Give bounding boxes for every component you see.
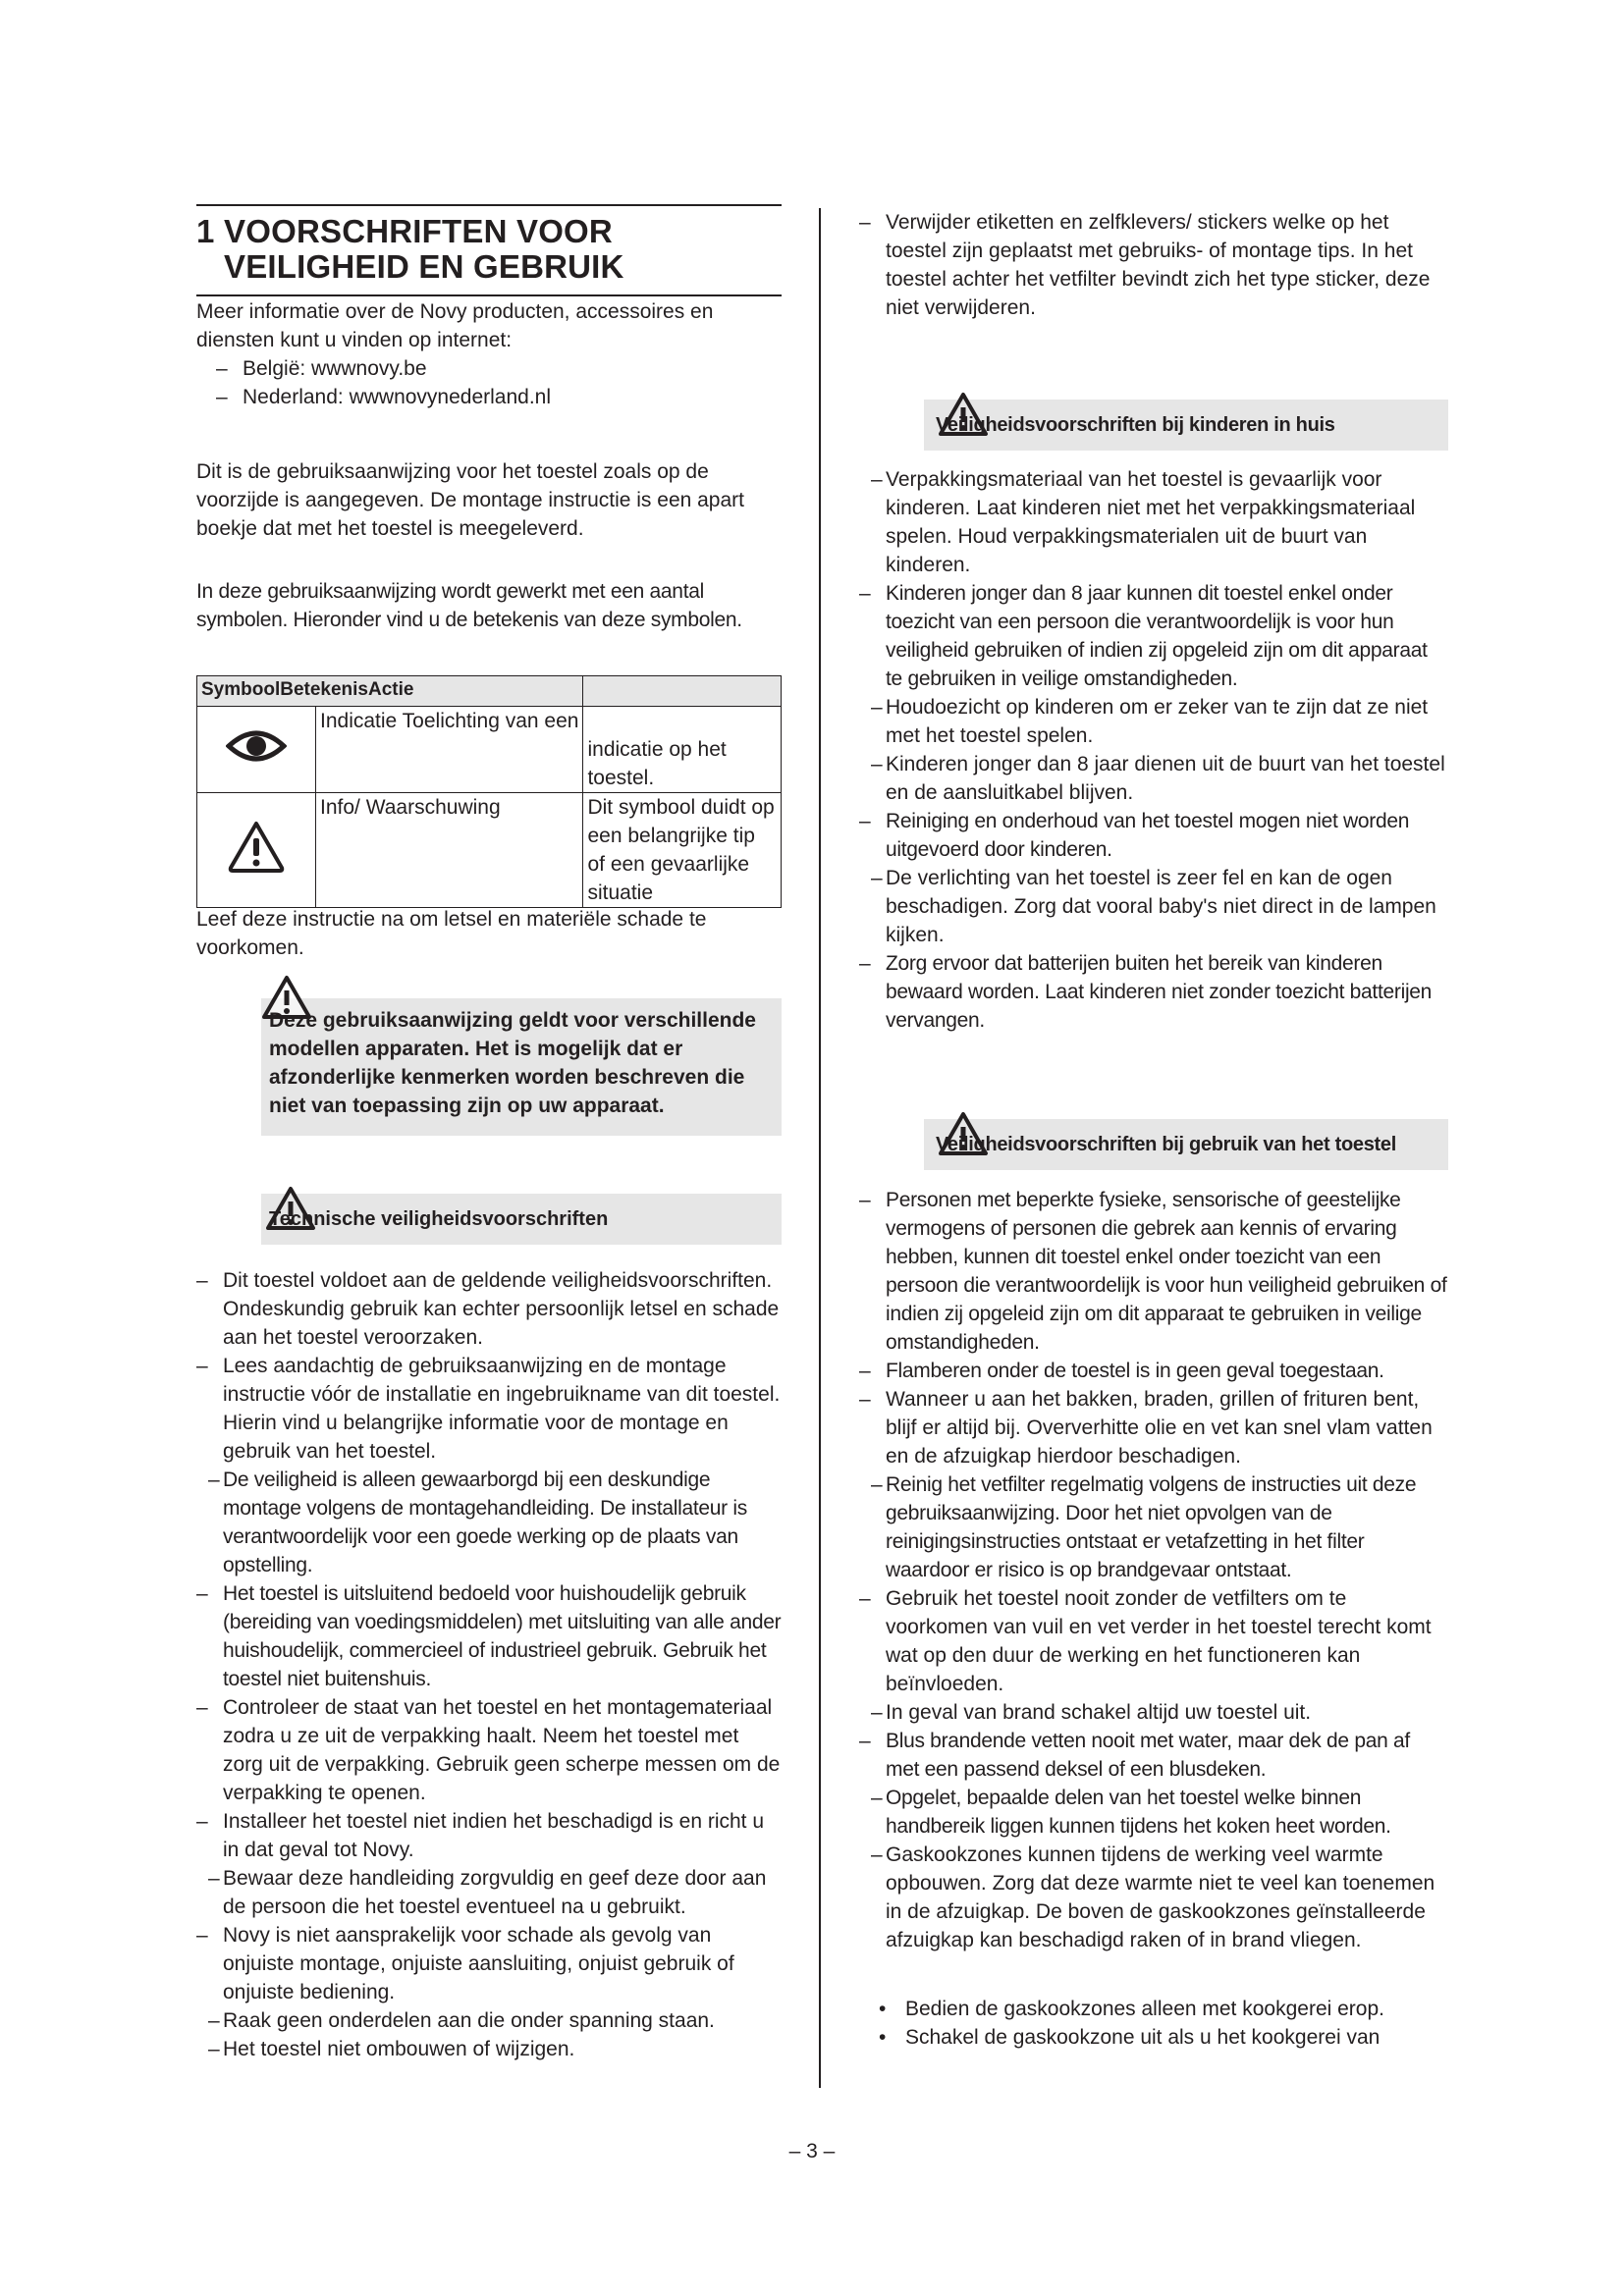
technical-item: – Dit toestel voldoet aan de geldende veiligheidsvoorschriften. Ondeskundig gebruik kan echter persoonlijk letsel en schade aan het toestel veroorzaken. [196, 1266, 782, 1352]
use-section-title: Veiligheidsvoorschriften bij gebruik van het toestel [936, 1134, 1396, 1155]
technical-item-text: – Bewaar deze handleiding zorgvuldig en geef deze door aan de persoon die het toestel eventueel na u gebruikt. [223, 1867, 767, 1918]
symbol-meaning-cell-2 [316, 793, 583, 908]
symbol-action-eye: indicatie op het toestel. [587, 738, 727, 789]
gas-bullet-list [859, 1995, 1448, 2052]
technical-section-box [261, 1194, 782, 1245]
paragraph-manual: Dit is de gebruiksaanwijzing voor het toestel zoals op de voorzijde is aangegeven. De montage instructie is een apart boekje dat met het toestel is meegeleverd. [196, 460, 744, 540]
technical-item-text: – Het toestel niet ombouwen of wijzigen. [223, 2038, 575, 2060]
symbol-cell-eye [197, 707, 316, 793]
use-item [859, 1784, 1448, 1841]
symbol-cell-warning [197, 793, 316, 908]
technical-item: – Het toestel is uitsluitend bedoeld voor huishoudelijk gebruik (bereiding van voedingsmiddelen) met uitsluiting van alle ander huishoudelijk, commercieel of industrieel gebruik. Gebruik het toestel niet buitenshuis. [196, 1579, 782, 1693]
heading-number: 1 [196, 213, 215, 249]
children-section-title: Veiligheidsvoorschriften bij kinderen in huis [936, 414, 1335, 436]
use-item-text: – Gaskookzones kunnen tijdens de werking veel warmte opbouwen. Zorg dat deze warmte niet te veel kan toenemen in de afzuigkap. De boven de gaskookzones geïnstalleerde afzuigkap kan beschadigd raken of in brand vliegen. [886, 1843, 1435, 1951]
symbol-meaning-cell [316, 707, 583, 793]
use-item [859, 1841, 1448, 1954]
use-item: – Blus brandende vetten nooit met water, maar dek de pan af met een passend deksel of een blusdeken. [859, 1727, 1448, 1784]
children-item-text: – Kinderen jonger dan 8 jaar dienen uit de buurt van het toestel en de aansluitkabel blijven. [886, 753, 1445, 804]
children-item-text: – Verpakkingsmateriaal van het toestel is gevaarlijk voor kinderen. Laat kinderen niet met het verpakkingsmateriaal spelen. Houd verpakkingsmaterialen uit de buurt van kinderen. [886, 468, 1416, 576]
symbol-action-cell [583, 707, 782, 793]
section-heading [196, 204, 782, 296]
symbol-action-cell-2 [583, 793, 782, 908]
children-item: – Zorg ervoor dat batterijen buiten het bereik van kinderen bewaard worden. Laat kinderen niet zonder toezicht batterijen vervangen. [859, 949, 1448, 1035]
technical-section-title: Technische veiligheidsvoorschriften [269, 1208, 609, 1230]
children-item: – Reiniging en onderhoud van het toestel mogen niet worden uitgevoerd door kinderen. [859, 807, 1448, 864]
use-item: – Gebruik het toestel nooit zonder de vetfilters om te voorkomen van vuil en vet verder in het toestel terecht komt wat op den duur de werking en het functioneren kan beïnvloeden. [859, 1584, 1448, 1698]
children-list [859, 465, 1448, 1035]
symbol-meaning-warning: Info/ Waarschuwing [320, 796, 501, 819]
technical-item: – Novy is niet aansprakelijk voor schade als gevolg van onjuiste montage, onjuiste aansluiting, onjuist gebruik of onjuiste bediening. [196, 1921, 782, 2006]
technical-list [196, 1266, 782, 2063]
eye-icon [226, 726, 287, 766]
technical-item [196, 1466, 782, 1579]
use-item-text: – Opgelet, bepaalde delen van het toestel welke binnen handbereik liggen kunnen tijdens het koken heet worden. [886, 1787, 1391, 1838]
use-item: – Wanneer u aan het bakken, braden, grillen of frituren bent, blijf er altijd bij. Oververhitte olie en vet kan snel vlam vatten en de afzuigkap hierdoor beschadigen. [859, 1385, 1448, 1470]
website-link-belgium[interactable]: – België: wwwnovy.be [216, 354, 782, 383]
symbol-action-warning: Dit symbool duidt op een belangrijke tip of een gevaarlijke situatie [587, 796, 775, 904]
website-link-netherlands[interactable]: – Nederland: wwwnovynederland.nl [216, 383, 782, 411]
technical-item: – Controleer de staat van het toestel en het montagemateriaal zodra u ze uit de verpakking haalt. Neem het toestel met zorg uit de verpakking. Gebruik geen scherpe messen om de verpakking te openen. [196, 1693, 782, 1807]
technical-item-text: – De veiligheid is alleen gewaarborgd bij een deskundige montage volgens de montagehandleiding. De installateur is verantwoordelijk voor een goede werking op de plaats van opstelling. [223, 1468, 747, 1576]
symbol-table-header: SymboolBetekenisActie [197, 676, 583, 707]
note-models-box [261, 998, 782, 1136]
children-item [859, 465, 1448, 579]
stickers-list [859, 208, 1448, 322]
stickers-item: – Verwijder etiketten en zelfklevers/ stickers welke op het toestel zijn geplaatst met gebruiks- of montage tips. In het toestel achter het vetfilter bevindt zich het type sticker, deze niet verwijderen. [859, 208, 1448, 322]
website-list [196, 354, 782, 411]
left-column [196, 0, 782, 2160]
symbol-table [196, 675, 782, 908]
paragraph-symbols: In deze gebruiksaanwijzing wordt gewerkt met een aantal symbolen. Hieronder vind u de betekenis van deze symbolen. [196, 580, 742, 631]
use-list [859, 1186, 1448, 1954]
technical-item: – Installeer het toestel niet indien het beschadigd is en richt u in dat geval tot Novy. [196, 1807, 782, 1864]
gas-bullet-item: • Bedien de gaskookzones alleen met kookgerei erop. [859, 1995, 1448, 2023]
use-item-text: – Reinig het vetfilter regelmatig volgens de instructies uit deze gebruiksaanwijzing. Door het niet opvolgen van de reinigingsinstructies ontstaat er vetafzetting in het filter waardoor er risico is op brandgevaar ontstaat. [886, 1473, 1417, 1581]
children-item-text: – Houdoezicht op kinderen om er zeker van te zijn dat ze niet met het toestel spelen. [886, 696, 1429, 747]
note-models-text: Deze gebruiksaanwijzing geldt voor verschillende modellen apparaten. Het is mogelijk dat er afzonderlijke kenmerken worden beschreven die niet van toepassing zijn op uw apparaat. [269, 1009, 756, 1117]
gas-bullet-item: • Schakel de gaskookzone uit als u het kookgerei van [859, 2023, 1448, 2052]
technical-item: – Lees aandachtig de gebruiksaanwijzing en de montage instructie vóór de installatie en ingebruikname van dit toestel. Hierin vind u belangrijke informatie voor de montage en gebruik van het toestel. [196, 1352, 782, 1466]
use-item [859, 1698, 1448, 1727]
children-item [859, 750, 1448, 807]
heading-line-2: VEILIGHEID EN GEBRUIK [224, 248, 624, 285]
symbol-meaning-eye: Indicatie Toelichting van een [320, 710, 579, 732]
intro-block [196, 297, 782, 411]
children-item: – Kinderen jonger dan 8 jaar kunnen dit toestel enkel onder toezicht van een persoon die verantwoordelijk is voor hun veiligheid gebruiken of indien zij opgeleid zijn om dit apparaat te gebruiken in veilige omstandigheden. [859, 579, 1448, 693]
technical-item [196, 1864, 782, 1921]
use-item: – Personen met beperkte fysieke, sensorische of geestelijke vermogens of personen die gebrek aan kennis of ervaring hebben, kunnen dit toestel enkel onder toezicht van een persoon die verantwoordelijk is voor hun veiligheid gebruiken of indien zij opgeleid zijn om dit apparaat te gebruiken in veilige omstandigheden. [859, 1186, 1448, 1357]
intro-text: Meer informatie over de Novy producten, accessoires en diensten kunt u vinden op internet: [196, 300, 714, 351]
use-item-text: – In geval van brand schakel altijd uw toestel uit. [886, 1701, 1312, 1724]
children-item-text: – De verlichting van het toestel is zeer fel en kan de ogen beschadigen. Zorg dat vooral baby's niet direct in de lampen kijken. [886, 867, 1436, 946]
right-column [859, 0, 1448, 2160]
warning-icon [226, 819, 287, 874]
heading-line-1: VOORSCHRIFTEN VOOR [224, 213, 613, 249]
children-section-box [924, 400, 1448, 451]
use-item: – Flamberen onder de toestel is in geen geval toegestaan. [859, 1357, 1448, 1385]
use-item [859, 1470, 1448, 1584]
use-section-box [924, 1119, 1448, 1170]
page-title [196, 214, 782, 285]
children-item [859, 693, 1448, 750]
children-item [859, 864, 1448, 949]
technical-item [196, 2006, 782, 2035]
page-number: – 3 – [788, 2140, 836, 2163]
technical-item [196, 2035, 782, 2063]
symbol-table-header-empty [583, 676, 782, 707]
paragraph-follow-instructions: Leef deze instructie na om letsel en materiële schade te voorkomen. [196, 908, 707, 959]
column-divider [819, 208, 821, 2088]
technical-item-text: – Raak geen onderdelen aan die onder spanning staan. [223, 2009, 715, 2032]
